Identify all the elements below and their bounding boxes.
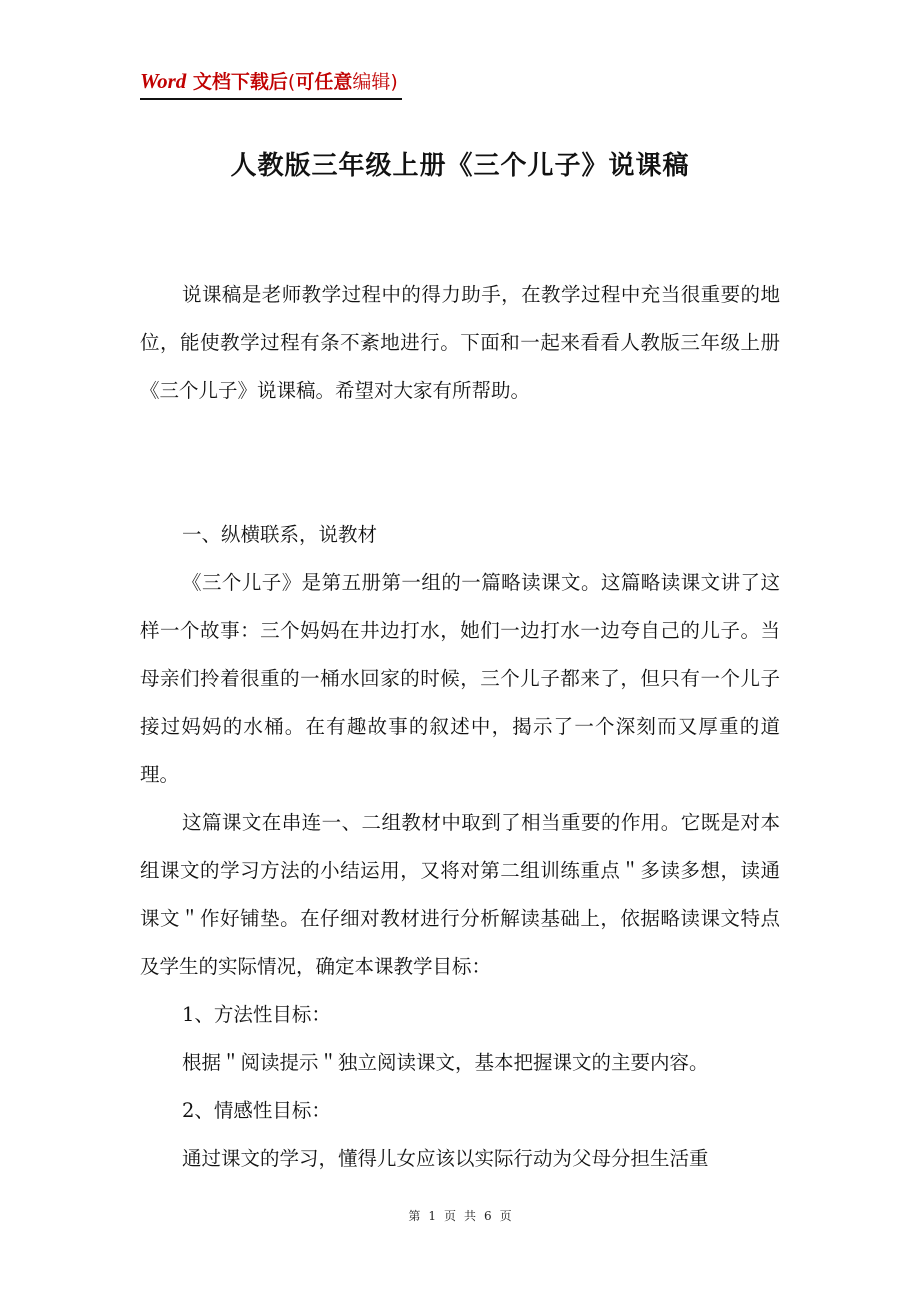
- body-paragraph: 这篇课文在串连一、二组教材中取到了相当重要的作用。它既是对本组课文的学习方法的小结运用，又将对第二组训练重点＂多读多想，读通课文＂作好铺垫。在仔细对教材进行分析解读基础上，依据略读课文特点及学生的实际情况，确定本课教学目标：: [140, 811, 780, 978]
- section-heading: 一、纵横联系，说教材: [182, 523, 378, 546]
- goal-text: 根据＂阅读提示＂独立阅读课文，基本把握课文的主要内容。: [182, 1051, 709, 1074]
- footer-total-pages: 6: [484, 1209, 492, 1223]
- header-paren-close: ): [390, 71, 398, 93]
- document-title: 人教版三年级上册《三个儿子》说课稿: [230, 151, 690, 181]
- footer-ye2: 页: [499, 1209, 512, 1223]
- goal-heading: 1、方法性目标：: [182, 1003, 331, 1026]
- footer-page-number: 1: [428, 1209, 436, 1223]
- footer-ye: 页: [443, 1209, 456, 1223]
- goal-heading: 2、情感性目标：: [182, 1099, 331, 1122]
- footer-di: 第: [408, 1209, 421, 1223]
- header-editable-text: 可任意: [295, 71, 353, 93]
- header-word: Word: [140, 69, 187, 93]
- header-edit-text: 编辑: [352, 71, 391, 93]
- body-paragraph: 《三个儿子》是第五册第一组的一篇略读课文。这篇略读课文讲了这样一个故事：三个妈妈在井边打水，她们一边打水一边夸自己的儿子。当母亲们拎着很重的一桶水回家的时候，三个儿子都来了，但只有一个儿子接过妈妈的水桶。在有趣故事的叙述中，揭示了一个深刻而又厚重的道理。: [140, 571, 780, 786]
- intro-paragraph: 说课稿是老师教学过程中的得力助手，在教学过程中充当很重要的地位，能使教学过程有条不紊地进行。下面和一起来看看人教版三年级上册《三个儿子》说课稿。希望对大家有所帮助。: [140, 283, 780, 402]
- header-paren-open: (: [287, 71, 296, 93]
- page-header: [140, 66, 402, 100]
- goal-text: 通过课文的学习，懂得儿女应该以实际行动为父母分担生活重: [182, 1147, 709, 1170]
- header-download-text: 文档下载后: [186, 71, 288, 93]
- footer-gong: 共: [464, 1209, 477, 1223]
- page-footer: [0, 1206, 920, 1226]
